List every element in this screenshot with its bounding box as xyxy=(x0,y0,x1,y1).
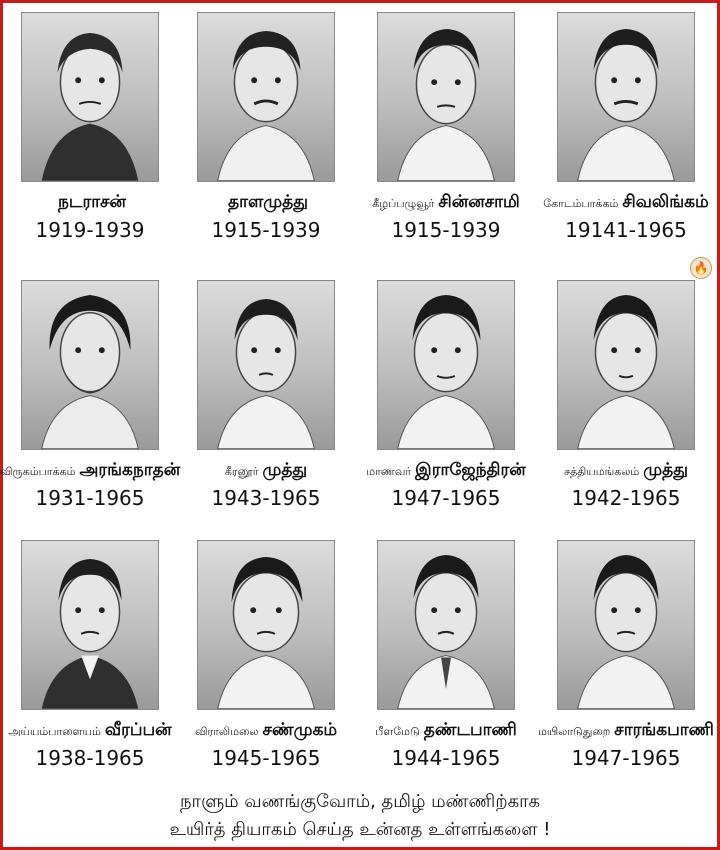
martyr-years: 1915-1939 xyxy=(211,218,321,242)
martyr-years: 1943-1965 xyxy=(211,486,321,510)
martyr-years: 19141-1965 xyxy=(565,218,687,242)
portrait-sketch xyxy=(377,280,515,450)
martyr-name: கீரனூர் முத்து xyxy=(224,460,308,480)
martyr-years: 1942-1965 xyxy=(571,486,681,510)
martyr-name: விராலிமலை சண்முகம் xyxy=(194,720,338,740)
flame-logo-icon: 🔥 xyxy=(690,257,712,279)
portrait-sketch xyxy=(377,540,515,710)
martyr-card xyxy=(536,540,716,770)
portrait-sketch xyxy=(557,12,695,182)
portrait-sketch xyxy=(21,540,159,710)
martyr-name: கீழப்பழுவூர் சின்னசாமி xyxy=(372,192,520,212)
martyr-years: 1944-1965 xyxy=(391,746,501,770)
martyr-card xyxy=(356,540,536,770)
martyr-name: நடராசன் xyxy=(58,192,126,212)
martyr-years: 1919-1939 xyxy=(35,218,145,242)
martyr-name: மயிலாடுதுறை சாரங்கபாணி xyxy=(538,720,714,740)
martyr-years: 1931-1965 xyxy=(35,486,145,510)
martyr-card xyxy=(176,540,356,770)
martyr-card xyxy=(176,12,356,242)
martyr-years: 1938-1965 xyxy=(35,746,145,770)
tribute-footer xyxy=(0,788,720,844)
footer-line-1: நாளும் வணங்குவோம், தமிழ் மண்ணிற்காக xyxy=(180,791,540,812)
martyr-name: மாணவர் இராஜேந்திரன் xyxy=(366,460,526,480)
martyr-card xyxy=(176,280,356,510)
martyr-name: அய்யம்பாளையம் வீரப்பன் xyxy=(8,720,172,740)
martyr-name: பீளமேடு தண்டபாணி xyxy=(375,720,517,740)
martyr-card xyxy=(536,280,716,510)
martyr-card xyxy=(0,12,180,242)
martyr-card xyxy=(356,280,536,510)
portrait-sketch xyxy=(377,12,515,182)
martyr-card xyxy=(536,12,716,242)
martyr-years: 1947-1965 xyxy=(391,486,501,510)
martyr-name: விருகம்பாக்கம் அரங்கநாதன் xyxy=(0,460,181,480)
portrait-sketch xyxy=(557,280,695,450)
portrait-sketch xyxy=(21,280,159,450)
martyr-card xyxy=(356,12,536,242)
martyr-years: 1945-1965 xyxy=(211,746,321,770)
martyr-name: கோடம்பாக்கம் சிவலிங்கம் xyxy=(543,192,709,212)
martyr-years: 1915-1939 xyxy=(391,218,501,242)
footer-line-2: உயிர்த் தியாகம் செய்த உன்னத உள்ளங்களை ! xyxy=(169,819,551,840)
portrait-sketch xyxy=(557,540,695,710)
martyr-name: தாளமுத்து xyxy=(228,192,308,212)
portrait-sketch xyxy=(197,280,335,450)
martyr-card xyxy=(0,540,180,770)
martyr-card xyxy=(0,280,180,510)
portrait-sketch xyxy=(197,12,335,182)
martyr-years: 1947-1965 xyxy=(571,746,681,770)
martyr-name: சத்தியமங்கலம் முத்து xyxy=(564,460,688,480)
portrait-sketch xyxy=(21,12,159,182)
portrait-sketch xyxy=(197,540,335,710)
